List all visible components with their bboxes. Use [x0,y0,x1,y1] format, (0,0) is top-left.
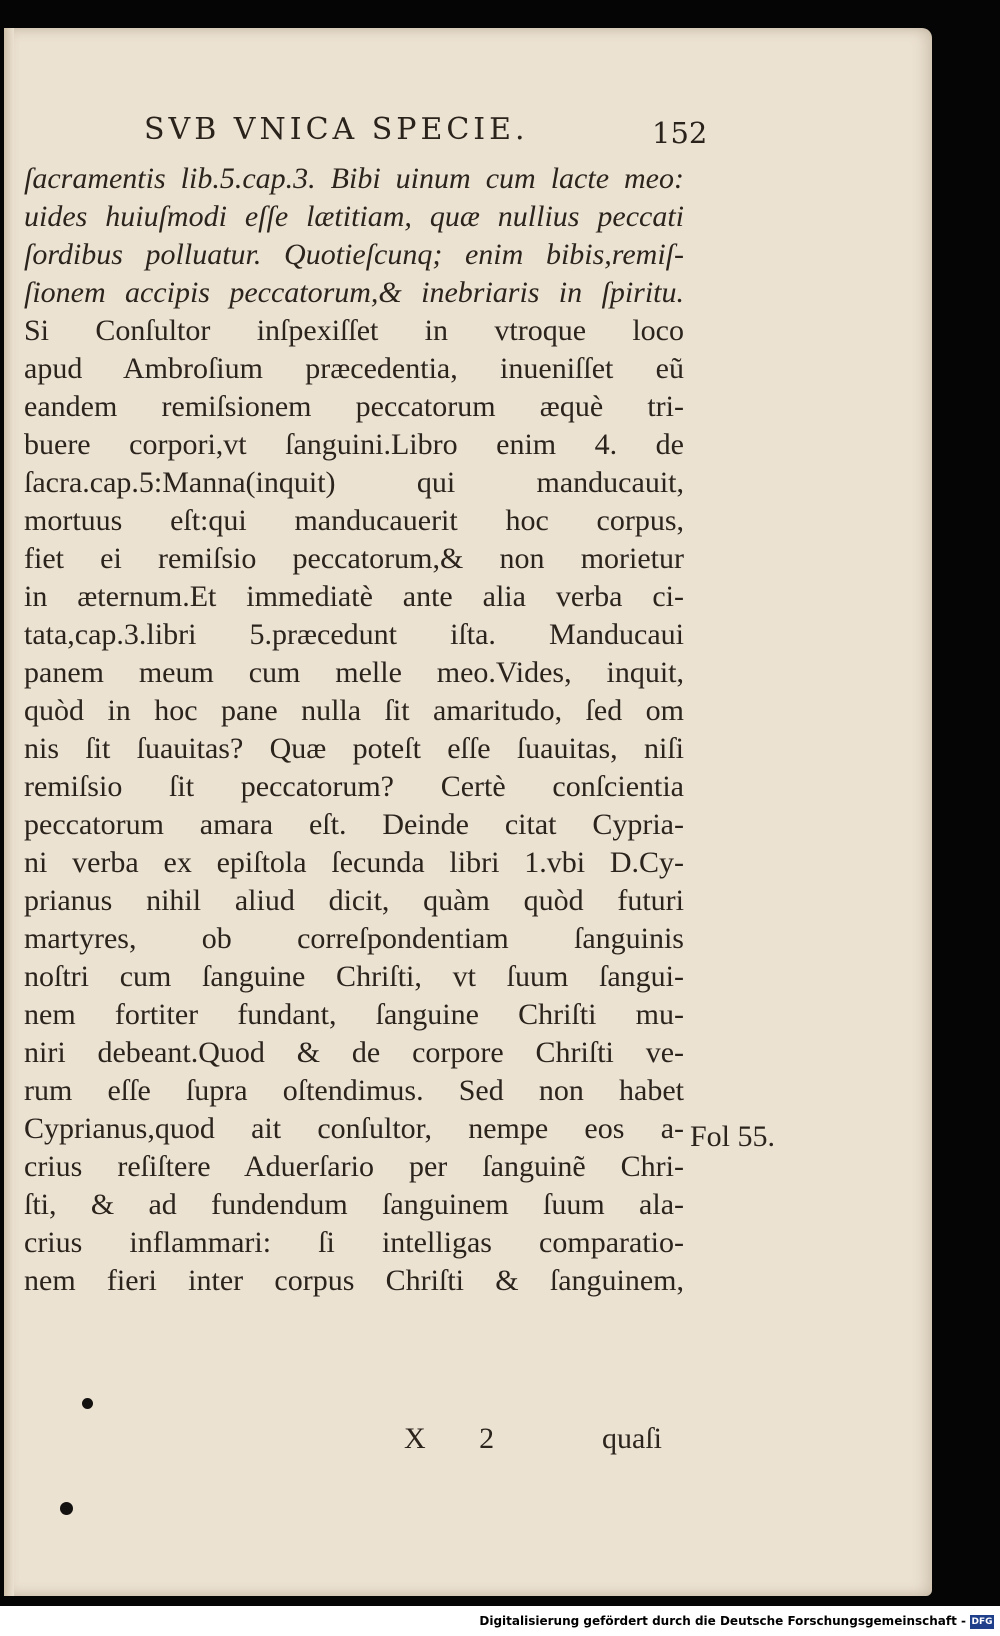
ink-speck [82,1398,93,1409]
text-line: Si Conſultor inſpexiſſet in vtroque loco [24,314,684,347]
catchword: quaſi [602,1422,662,1455]
text-line: crius reſiſtere Aduerſario per ſanguinẽ Chri- [24,1150,684,1183]
text-line: ſacramentis lib.5.cap.3. Bibi uinum cum lacte meo: [24,162,684,195]
text-line: mortuus eſt:qui manducauerit hoc corpus, [24,504,684,537]
dfg-logo: DFG [971,1617,993,1627]
book-page [4,28,932,1596]
text-line: martyres, ob correſpondentiam ſanguinis [24,922,684,955]
footer-bar [0,1606,1000,1636]
text-line: ni verba ex epiſtola ſecunda libri 1.vbi D.Cy- [24,846,684,879]
text-block [24,160,684,1300]
page-number: 152 [652,116,708,150]
text-line: rum eſſe ſupra oſtendimus. Sed non habet [24,1074,684,1107]
text-line: eandem remiſsionem peccatorum æquè tri- [24,390,684,423]
text-line: remiſsio ſit peccatorum? Certè conſcientia [24,770,684,803]
text-line: ſordibus polluatur. Quotieſcunq; enim bibis,remiſ- [24,238,684,271]
text-line: quòd in hoc pane nulla ſit amaritudo, ſed om [24,694,684,727]
text-line: ſti, & ad fundendum ſanguinem ſuum ala- [24,1188,684,1221]
text-line: nis ſit ſuauitas? Quæ poteſt eſſe ſuauitas, niſi [24,732,684,765]
ink-speck [60,1502,73,1515]
text-line: peccatorum amara eſt. Deinde citat Cypria- [24,808,684,841]
text-line: apud Ambroſium præcedentia, inueniſſet eũ [24,352,684,385]
text-line: Cyprianus,quod ait conſultor, nempe eos a- [24,1112,684,1145]
text-line: ſacra.cap.5:Manna(inquit) qui manducauit, [24,466,684,499]
text-line: noſtri cum ſanguine Chriſti, vt ſuum ſangui- [24,960,684,993]
text-line: fiet ei remiſsio peccatorum,& non morietur [24,542,684,575]
funding-credit: Digitalisierung gefördert durch die Deutsche Forschungsgemeinschaft - [479,1614,966,1628]
text-line: nem fieri inter corpus Chriſti & ſanguinem, [24,1264,684,1297]
text-line: uides huiuſmodi eſſe lætitiam, quæ nullius peccati [24,200,684,233]
page-gutter-shadow [4,28,14,1596]
text-line: tata,cap.3.libri 5.præcedunt iſta. Manducaui [24,618,684,651]
text-line: niri debeant.Quod & de corpore Chriſti ve- [24,1036,684,1069]
running-head: SVB VNICA SPECIE. [144,112,529,147]
text-line: nem fortiter fundant, ſanguine Chriſti mu- [24,998,684,1031]
text-line: crius inflammari: ſi intelligas comparatio- [24,1226,684,1259]
text-line: buere corpori,vt ſanguini.Libro enim 4. de [24,428,684,461]
text-line: in æternum.Et immediatè ante alia verba ci- [24,580,684,613]
text-line: prianus nihil aliud dicit, quàm quòd futuri [24,884,684,917]
signature-mark: X 2 [404,1422,495,1455]
text-line: panem meum cum melle meo.Vides, inquit, [24,656,684,689]
text-line: ſionem accipis peccatorum,& inebriaris in ſpiritu. [24,276,684,309]
marginal-note: Fol 55. [690,1120,776,1153]
